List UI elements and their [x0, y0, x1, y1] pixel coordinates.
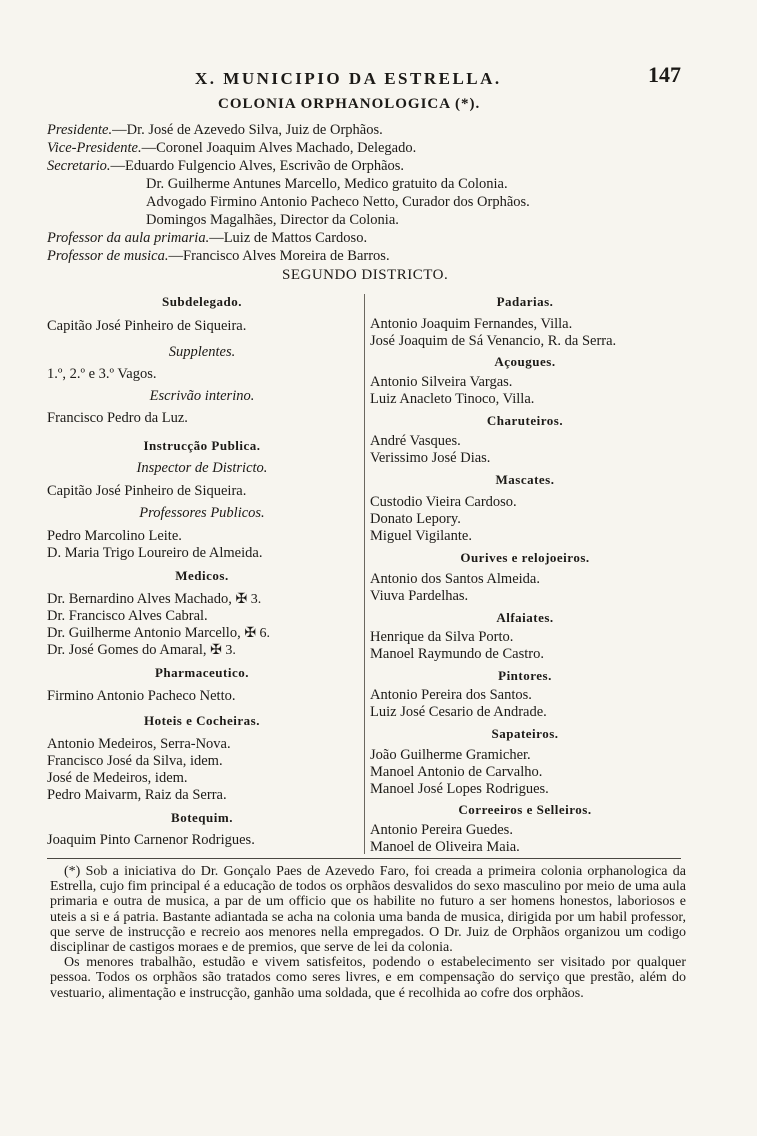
- officer-line: [47, 230, 367, 247]
- section-subheading: Escrivão interino.: [149, 388, 255, 404]
- footnote-divider: [47, 858, 681, 859]
- list-item: Capitão José Pinheiro de Siqueira.: [47, 318, 247, 334]
- section-heading: Subdelegado.: [161, 294, 243, 309]
- section-heading: Padarias.: [496, 294, 554, 309]
- officer-name: —Coronel Joaquim Alves Machado, Delegado.: [141, 140, 417, 156]
- section-heading: Pharmaceutico.: [154, 665, 249, 680]
- officer-name: Domingos Magalhães, Director da Colonia.: [146, 212, 399, 228]
- doctor-name: Dr. Bernardino Alves Machado,: [47, 591, 232, 607]
- section-subheading: Professores Publicos.: [139, 505, 265, 521]
- list-item: Luiz José Cesario de Andrade.: [370, 704, 547, 720]
- list-item: Antonio Medeiros, Serra-Nova.: [47, 736, 231, 752]
- page-number: 147: [648, 62, 681, 87]
- list-item: João Guilherme Gramicher.: [370, 747, 531, 763]
- officer-name: —Dr. José de Azevedo Silva, Juiz de Orphãos.: [112, 122, 383, 138]
- section-subheading: Inspector de Districto.: [136, 460, 268, 476]
- list-item: [47, 642, 236, 659]
- list-item: Verissimo José Dias.: [370, 450, 491, 466]
- list-item: 1.º, 2.º e 3.º Vagos.: [47, 366, 157, 382]
- list-item: André Vasques.: [370, 433, 461, 449]
- section-heading: Açougues.: [494, 354, 556, 369]
- officer-role: Vice-Presidente.: [47, 140, 142, 156]
- officer-role: Professor de musica.: [47, 248, 169, 264]
- list-item: Custodio Vieira Cardoso.: [370, 494, 517, 510]
- list-item: Miguel Vigilante.: [370, 528, 472, 544]
- list-item: Manoel Antonio de Carvalho.: [370, 764, 543, 780]
- officer-role: Secretario.: [47, 158, 111, 174]
- list-item: José de Medeiros, idem.: [47, 770, 188, 786]
- officer-role: Professor da aula primaria.: [47, 230, 210, 246]
- list-item: Henrique da Silva Porto.: [370, 629, 514, 645]
- footnote: [50, 864, 686, 1001]
- list-item: Antonio Pereira dos Santos.: [370, 687, 532, 703]
- list-item: José Joaquim de Sá Venancio, R. da Serra.: [370, 333, 617, 349]
- list-item: Manoel Raymundo de Castro.: [370, 646, 544, 662]
- list-item: Francisco José da Silva, idem.: [47, 753, 223, 769]
- section-heading: Charuteiros.: [486, 413, 564, 428]
- list-item: Pedro Marcolino Leite.: [47, 528, 182, 544]
- list-item: [47, 591, 261, 608]
- officer-name: —Francisco Alves Moreira de Barros.: [168, 248, 390, 264]
- section-title: COLONIA ORPHANOLOGICA (*).: [218, 96, 481, 112]
- cross-icon: ✠ 6.: [244, 626, 271, 641]
- list-item: Antonio Silveira Vargas.: [370, 374, 513, 390]
- officer-name: Advogado Firmino Antonio Pacheco Netto, Curador dos Orphãos.: [146, 194, 530, 210]
- officer-role: Presidente.: [47, 122, 113, 138]
- list-item: Antonio dos Santos Almeida.: [370, 571, 540, 587]
- section-heading: Hoteis e Cocheiras.: [143, 713, 260, 728]
- column-divider: [364, 294, 365, 854]
- officer-line: [47, 248, 390, 265]
- section-subheading: Supplentes.: [168, 344, 236, 360]
- list-item: Viuva Pardelhas.: [370, 588, 469, 604]
- section-heading: Correeiros e Selleiros.: [458, 802, 592, 817]
- list-item: Antonio Joaquim Fernandes, Villa.: [370, 316, 573, 332]
- list-item: D. Maria Trigo Loureiro de Almeida.: [47, 545, 263, 561]
- district-title: SEGUNDO DISTRICTO.: [282, 267, 449, 283]
- section-heading: Botequim.: [171, 810, 233, 825]
- footnote-paragraph: (*) Sob a iniciativa do Dr. Gonçalo Paes de Azevedo Faro, foi creada a primeira colonia orphanologica da Estrella, cujo fim principal é a educação de todos os orphãos desvalidos do sexo masculino por meio de uma aula primaria e outra de musica, a par de um officio que os habilite no futuro a ser homens honestos, laboriosos e uteis a si e á patria. Bastante adiantada se acha na colonia uma banda de musica, dirigida por um habil professor, que serve de instrucção e recreio aos menores nella empregados. O Dr. Juiz de Orphãos organizou um codigo disciplinar de castigos moraes e de premios, que serve de lei da colonia.: [50, 864, 686, 956]
- cross-icon: ✠ 3.: [235, 592, 262, 607]
- list-item: Capitão José Pinheiro de Siqueira.: [47, 483, 247, 499]
- list-item: Donato Lepory.: [370, 511, 461, 527]
- section-heading: Mascates.: [495, 472, 555, 487]
- officer-line: [146, 176, 508, 193]
- doctor-name: Dr. Guilherme Antonio Marcello,: [47, 625, 241, 641]
- officer-line: [146, 212, 399, 229]
- page-title: X. MUNICIPIO DA ESTRELLA.: [195, 69, 502, 88]
- section-heading: Instrucção Publica.: [143, 438, 261, 453]
- list-item: Firmino Antonio Pacheco Netto.: [47, 688, 236, 704]
- list-item: Pedro Maivarm, Raiz da Serra.: [47, 787, 227, 803]
- section-heading: Sapateiros.: [491, 726, 559, 741]
- list-item: Antonio Pereira Guedes.: [370, 822, 513, 838]
- officer-name: Dr. Guilherme Antunes Marcello, Medico gratuito da Colonia.: [146, 176, 508, 192]
- list-item: Luiz Anacleto Tinoco, Villa.: [370, 391, 535, 407]
- list-item: Joaquim Pinto Carnenor Rodrigues.: [47, 832, 255, 848]
- list-item: Francisco Pedro da Luz.: [47, 410, 188, 426]
- list-item: Manoel de Oliveira Maia.: [370, 839, 520, 855]
- officer-line: [47, 158, 404, 175]
- list-item: Manoel José Lopes Rodrigues.: [370, 781, 549, 797]
- section-heading: Ourives e relojoeiros.: [460, 550, 590, 565]
- section-heading: Medicos.: [175, 568, 229, 583]
- cross-icon: ✠ 3.: [210, 643, 236, 658]
- footnote-paragraph: Os menores trabalhão, estudão e vivem satisfeitos, podendo o estabelecimento ser visitado por qualquer pessoa. Todos os orphãos são tratados como seres livres, e em compensação do serviço que prestão, além do vestuario, alimentação e instrucção, ganhão uma soldada, que é recolhida ao cofre dos orphãos.: [50, 955, 686, 1001]
- section-heading: Alfaiates.: [496, 610, 554, 625]
- officer-line: [47, 140, 416, 157]
- officer-line: [146, 194, 530, 211]
- section-heading: Pintores.: [498, 668, 552, 683]
- officer-name: —Luiz de Mattos Cardoso.: [209, 230, 368, 246]
- list-item: [47, 608, 208, 625]
- doctor-name: Dr. Francisco Alves Cabral.: [47, 608, 208, 624]
- officer-line: [47, 122, 383, 139]
- officer-name: —Eduardo Fulgencio Alves, Escrivão de Orphãos.: [110, 158, 405, 174]
- doctor-name: Dr. José Gomes do Amaral,: [47, 642, 207, 658]
- list-item: [47, 625, 270, 642]
